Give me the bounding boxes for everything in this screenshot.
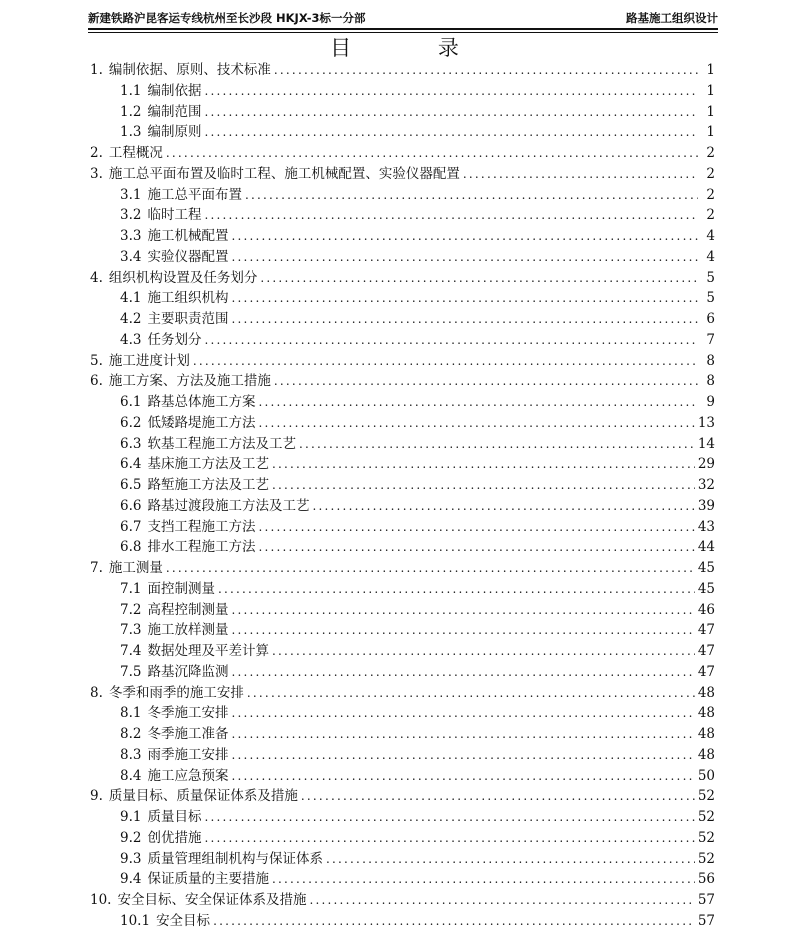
toc-entry-title: 冬季施工安排: [147, 705, 229, 722]
toc-entry-page: 43: [697, 518, 715, 535]
toc-entry-number: 7.3: [120, 622, 142, 639]
toc-entry-title: 面控制测量: [147, 580, 215, 597]
toc-entry-title: 施工放样测量: [147, 622, 229, 639]
toc-entry-number: 10.1: [120, 912, 151, 929]
toc-dot-leader: [231, 724, 694, 745]
header-document-title: 路基施工组织设计: [626, 11, 718, 25]
toc-entry-page: 13: [697, 414, 715, 431]
toc-entry-page: 50: [697, 767, 715, 784]
toc-dot-leader: [258, 392, 698, 413]
toc-entry-title: 排水工程施工方法: [147, 539, 256, 556]
table-of-contents: [90, 60, 715, 932]
toc-entry-title: 创优措施: [147, 829, 202, 846]
toc-entry[interactable]: [90, 247, 715, 268]
toc-dot-leader: [312, 496, 694, 517]
toc-dot-leader: [193, 351, 698, 372]
toc-entry[interactable]: [90, 454, 715, 475]
toc-entry-page: 45: [697, 560, 715, 576]
toc-entry-page: 1: [706, 124, 715, 141]
toc-entry-number: 4.: [90, 269, 103, 286]
toc-entry-page: 5: [706, 290, 715, 307]
toc-entry-number: 4.2: [120, 311, 142, 327]
toc-entry-page: 2: [706, 145, 715, 161]
toc-entry-number: 3.1: [120, 186, 142, 203]
toc-entry-page: 1: [706, 82, 715, 99]
toc-entry-title: 工程概况: [108, 145, 163, 161]
toc-dot-leader: [231, 288, 698, 309]
toc-entry[interactable]: [90, 143, 715, 164]
toc-entry-page: 48: [697, 684, 715, 701]
toc-entry-number: 4.3: [120, 331, 142, 348]
toc-entry-number: 7.1: [120, 580, 142, 597]
toc-dot-leader: [231, 766, 694, 787]
toc-entry-title: 高程控制测量: [147, 601, 229, 618]
toc-entry-page: 4: [706, 248, 715, 265]
toc-entry-number: 9.2: [120, 829, 142, 846]
toc-entry-page: 2: [706, 186, 715, 203]
toc-entry-title: 施工总平面布置: [147, 186, 242, 203]
toc-dot-leader: [247, 683, 695, 704]
toc-dot-leader: [231, 226, 698, 247]
toc-entry[interactable]: [90, 662, 715, 683]
toc-entry[interactable]: [90, 288, 715, 309]
toc-dot-leader: [231, 745, 694, 766]
toc-entry-title: 路基过渡段施工方法及工艺: [147, 497, 310, 514]
toc-entry-page: 44: [697, 539, 715, 556]
toc-entry-page: 6: [706, 311, 715, 327]
toc-entry-number: 6.6: [120, 497, 142, 514]
toc-dot-leader: [204, 330, 698, 351]
toc-entry-title: 任务划分: [147, 331, 202, 348]
toc-entry-title: 软基工程施工方法及工艺: [147, 435, 296, 452]
toc-entry-number: 7.: [90, 560, 103, 576]
toc-dot-leader: [258, 413, 694, 434]
toc-entry[interactable]: [90, 392, 715, 413]
toc-entry-title: 路基沉降监测: [147, 663, 229, 680]
toc-entry-title: 安全目标: [156, 912, 211, 929]
toc-entry[interactable]: [90, 205, 715, 226]
toc-dot-leader: [272, 475, 695, 496]
toc-dot-leader: [274, 371, 698, 392]
toc-entry[interactable]: [90, 102, 715, 123]
toc-dot-leader: [231, 247, 698, 268]
toc-entry[interactable]: [90, 620, 715, 641]
toc-entry-page: 47: [697, 622, 715, 639]
toc-entry-page: 8: [706, 352, 715, 369]
toc-entry[interactable]: [90, 185, 715, 206]
toc-dot-leader: [204, 205, 698, 226]
toc-entry-page: 32: [697, 477, 715, 493]
toc-entry-number: 9.: [90, 788, 103, 805]
toc-entry-number: 6.8: [120, 539, 142, 556]
toc-entry-number: 7.5: [120, 663, 142, 680]
toc-entry-title: 临时工程: [147, 207, 202, 224]
toc-entry-page: 52: [697, 788, 715, 805]
toc-entry-number: 6.7: [120, 518, 142, 535]
toc-entry-number: 1.3: [120, 124, 142, 141]
toc-entry-title: 路基总体施工方案: [147, 394, 256, 410]
toc-dot-leader: [258, 517, 694, 538]
toc-entry[interactable]: [90, 911, 715, 932]
toc-dot-leader: [231, 662, 694, 683]
toc-entry-number: 4.1: [120, 290, 142, 307]
toc-entry-page: 2: [706, 207, 715, 224]
toc-entry-number: 6.4: [120, 456, 142, 473]
toc-entry[interactable]: [90, 268, 715, 289]
toc-entry-number: 7.4: [120, 643, 142, 659]
toc-entry[interactable]: [90, 226, 715, 247]
toc-entry-title: 冬季和雨季的施工安排: [108, 684, 244, 701]
toc-entry-title: 施工总平面布置及临时工程、施工机械配置、实验仪器配置: [108, 165, 460, 182]
toc-entry-page: 46: [697, 601, 715, 618]
toc-dot-leader: [204, 122, 698, 143]
toc-entry-number: 6.1: [120, 394, 142, 410]
toc-entry-page: 1: [706, 62, 715, 78]
toc-entry[interactable]: [90, 724, 715, 745]
toc-dot-leader: [204, 102, 698, 123]
toc-entry-title: 施工测量: [108, 560, 163, 576]
toc-dot-leader: [258, 537, 694, 558]
toc-entry-title: 施工应急预案: [147, 767, 229, 784]
toc-entry-number: 6.: [90, 373, 103, 390]
toc-entry[interactable]: [90, 81, 715, 102]
toc-entry-title: 编制原则: [147, 124, 202, 141]
toc-entry-number: 9.3: [120, 850, 142, 867]
toc-entry-page: 48: [697, 705, 715, 722]
toc-entry-number: 3.2: [120, 207, 142, 224]
toc-entry-number: 10.: [90, 892, 112, 908]
toc-entry-page: 7: [706, 331, 715, 348]
toc-entry[interactable]: [90, 600, 715, 621]
toc-entry-page: 48: [697, 726, 715, 742]
toc-entry-page: 52: [697, 809, 715, 825]
toc-dot-leader: [204, 81, 698, 102]
toc-entry[interactable]: [90, 703, 715, 724]
toc-entry[interactable]: [90, 122, 715, 143]
toc-entry[interactable]: [90, 890, 715, 911]
toc-entry-page: 52: [697, 829, 715, 846]
toc-entry[interactable]: [90, 849, 715, 870]
toc-dot-leader: [231, 620, 694, 641]
toc-entry-number: 6.3: [120, 435, 142, 452]
toc-entry[interactable]: [90, 164, 715, 185]
toc-dot-leader: [245, 185, 698, 206]
toc-entry-page: 57: [697, 892, 715, 908]
toc-entry-title: 基床施工方法及工艺: [147, 456, 269, 473]
toc-dot-leader: [166, 143, 698, 164]
toc-entry-number: 1.2: [120, 103, 142, 120]
toc-entry[interactable]: [90, 786, 715, 807]
toc-entry[interactable]: [90, 434, 715, 455]
toc-dot-leader: [274, 60, 698, 81]
toc-entry-page: 29: [697, 456, 715, 473]
toc-entry-page: 48: [697, 746, 715, 763]
toc-entry-page: 2: [706, 165, 715, 182]
toc-entry[interactable]: [90, 828, 715, 849]
toc-entry-title: 施工机械配置: [147, 228, 229, 244]
toc-entry-number: 1.: [90, 62, 103, 78]
toc-entry[interactable]: [90, 766, 715, 787]
toc-entry-page: 57: [697, 912, 715, 929]
toc-entry-title: 支挡工程施工方法: [147, 518, 256, 535]
toc-entry-number: 8.: [90, 684, 103, 701]
toc-entry-page: 45: [697, 580, 715, 597]
toc-entry-page: 8: [706, 373, 715, 390]
toc-entry-page: 1: [706, 103, 715, 120]
toc-entry-page: 52: [697, 850, 715, 867]
toc-entry[interactable]: [90, 351, 715, 372]
toc-dot-leader: [204, 807, 694, 828]
toc-dot-leader: [231, 309, 698, 330]
toc-entry[interactable]: [90, 641, 715, 662]
toc-entry-title: 雨季施工安排: [147, 746, 229, 763]
header-project-title: 新建铁路沪昆客运专线杭州至长沙段 HKJX-3标一分部: [88, 11, 366, 25]
toc-entry-title: 冬季施工准备: [147, 726, 229, 742]
toc-entry[interactable]: [90, 475, 715, 496]
toc-dot-leader: [204, 828, 694, 849]
toc-dot-leader: [231, 600, 694, 621]
toc-entry-number: 1.1: [120, 82, 142, 99]
toc-dot-leader: [272, 641, 695, 662]
toc-entry-number: 2.: [90, 145, 103, 161]
toc-entry[interactable]: [90, 745, 715, 766]
toc-entry-page: 47: [697, 643, 715, 659]
toc-entry-title: 组织机构设置及任务划分: [108, 269, 258, 286]
toc-entry-title: 质量目标、质量保证体系及措施: [108, 788, 298, 805]
toc-dot-leader: [231, 703, 694, 724]
toc-entry-number: 3.: [90, 165, 103, 182]
toc-entry-page: 5: [706, 269, 715, 286]
toc-entry-title: 编制依据: [147, 82, 202, 99]
toc-dot-leader: [326, 849, 695, 870]
toc-entry[interactable]: [90, 869, 715, 890]
toc-entry-title: 实验仪器配置: [147, 248, 229, 265]
toc-entry-number: 8.2: [120, 726, 142, 742]
header-rule-thick: [88, 28, 718, 30]
toc-entry[interactable]: [90, 60, 715, 81]
toc-entry[interactable]: [90, 309, 715, 330]
toc-entry-number: 9.1: [120, 809, 142, 825]
toc-entry-number: 8.3: [120, 746, 142, 763]
toc-entry[interactable]: [90, 517, 715, 538]
toc-entry-title: 保证质量的主要措施: [147, 871, 269, 888]
toc-entry-number: 9.4: [120, 871, 142, 888]
toc-entry-page: 9: [706, 394, 715, 410]
toc-entry-page: 39: [697, 497, 715, 514]
toc-entry-title: 编制依据、原则、技术标准: [108, 62, 271, 78]
toc-entry[interactable]: [90, 371, 715, 392]
toc-entry-title: 主要职责范围: [147, 311, 229, 327]
toc-dot-leader: [166, 558, 695, 579]
page-header: [88, 8, 718, 28]
toc-entry-title: 质量目标: [147, 809, 202, 825]
toc-entry-number: 7.2: [120, 601, 142, 618]
toc-entry-title: 施工进度计划: [108, 352, 190, 369]
toc-dot-leader: [463, 164, 698, 185]
toc-entry-number: 3.4: [120, 248, 142, 265]
toc-entry-number: 8.4: [120, 767, 142, 784]
toc-dot-leader: [299, 434, 695, 455]
toc-entry[interactable]: [90, 558, 715, 579]
toc-entry[interactable]: [90, 413, 715, 434]
toc-entry-title: 质量管理组制机构与保证体系: [147, 850, 323, 867]
toc-entry-page: 14: [697, 435, 715, 452]
toc-entry-title: 安全目标、安全保证体系及措施: [117, 892, 307, 908]
toc-entry-number: 6.5: [120, 477, 142, 493]
toc-dot-leader: [213, 911, 695, 932]
toc-entry-number: 3.3: [120, 228, 142, 244]
toc-dot-leader: [301, 786, 695, 807]
toc-entry-title: 编制范围: [147, 103, 202, 120]
toc-entry-number: 6.2: [120, 414, 142, 431]
toc-dot-leader: [272, 454, 695, 475]
toc-entry-title: 低矮路堤施工方法: [147, 414, 256, 431]
toc-entry-number: 5.: [90, 352, 103, 369]
toc-entry-title: 数据处理及平差计算: [147, 643, 269, 659]
toc-entry-page: 56: [697, 871, 715, 888]
toc-entry[interactable]: [90, 496, 715, 517]
toc-entry-page: 4: [706, 228, 715, 244]
toc-entry-title: 路堑施工方法及工艺: [147, 477, 269, 493]
toc-entry-title: 施工方案、方法及施工措施: [108, 373, 271, 390]
toc-dot-leader: [260, 268, 698, 289]
toc-entry[interactable]: [90, 537, 715, 558]
toc-entry[interactable]: [90, 807, 715, 828]
toc-dot-leader: [218, 579, 695, 600]
toc-entry-page: 47: [697, 663, 715, 680]
toc-dot-leader: [272, 869, 695, 890]
toc-entry[interactable]: [90, 683, 715, 704]
toc-entry-title: 施工组织机构: [147, 290, 229, 307]
toc-dot-leader: [309, 890, 694, 911]
toc-entry-number: 8.1: [120, 705, 142, 722]
toc-entry[interactable]: [90, 579, 715, 600]
toc-entry[interactable]: [90, 330, 715, 351]
toc-title: 目 录: [330, 36, 499, 60]
